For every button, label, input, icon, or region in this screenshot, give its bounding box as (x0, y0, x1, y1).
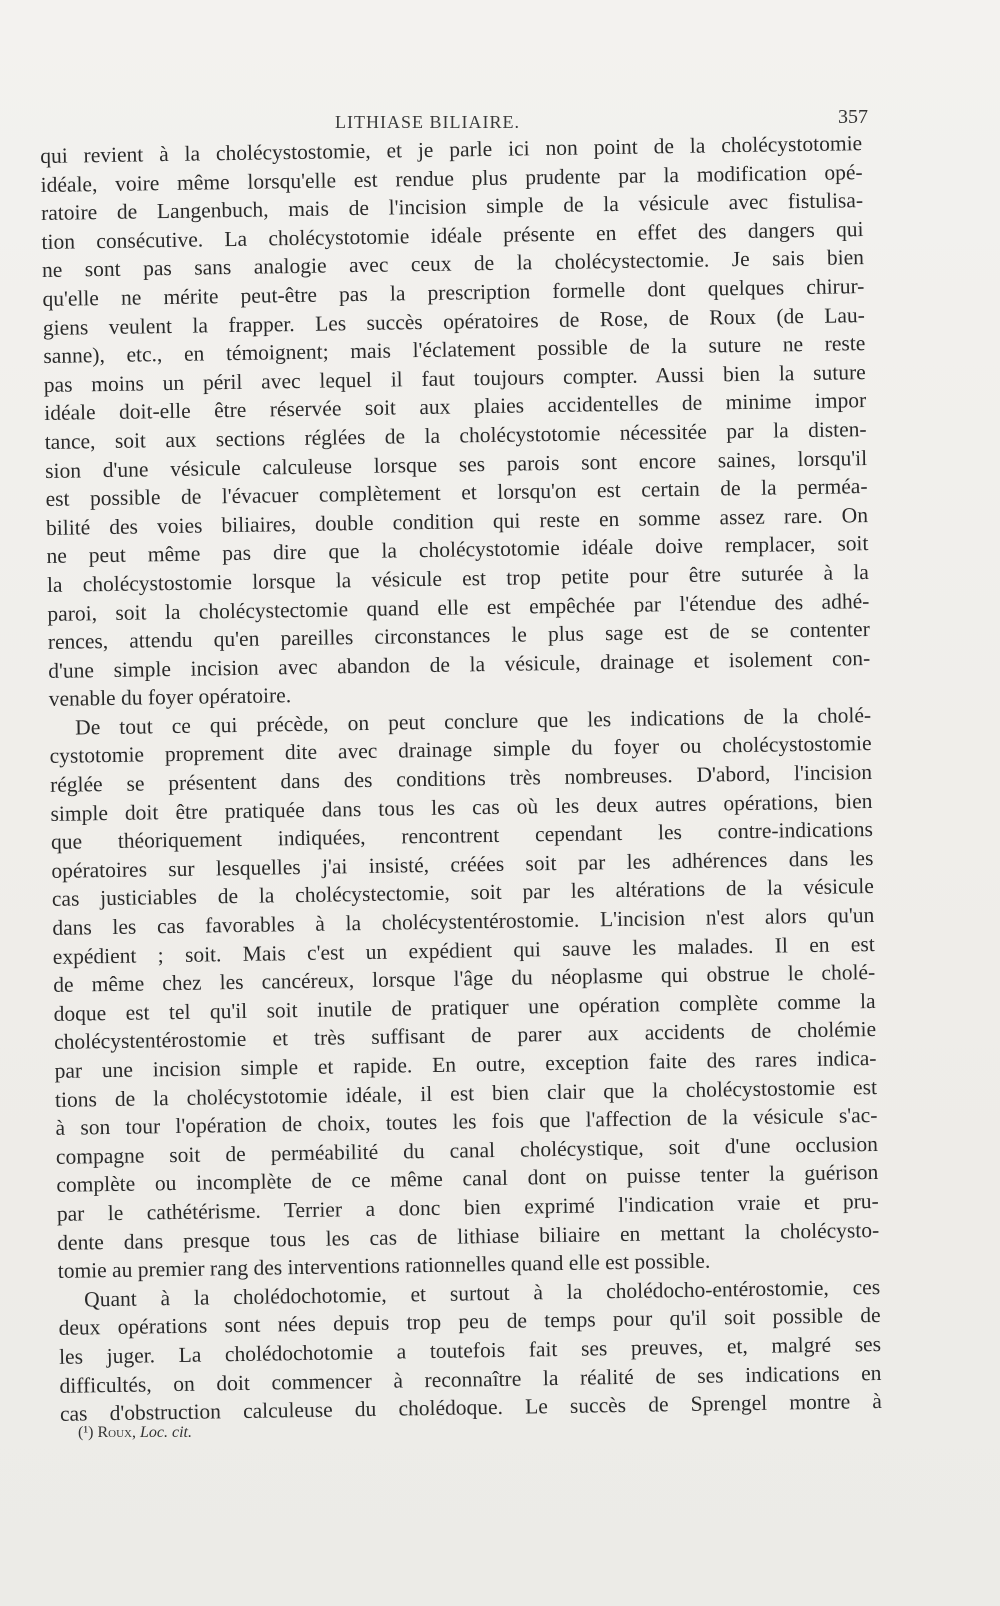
text-line: sanne), etc., en témoignent; mais l'éclatement possible de la suture ne reste (43, 331, 866, 369)
text-line: rences, attendu qu'en pareilles circonstances le plus sage est de se contenter (47, 617, 870, 655)
text-line: tion consécutive. La cholécystotomie idéale présente en effet des dangers qui (41, 216, 864, 254)
text-line: est possible de l'évacuer complètement et lorsqu'on est certain de la perméa- (45, 474, 868, 512)
text-line: tomie au premier rang des interventions rationnelles quand elle est possible. (57, 1248, 711, 1284)
text-line: de même chez les cancéreux, lorsque l'âge du néoplasme qui obstrue le cholé- (53, 960, 876, 998)
text-line: cystotomie proprement dite avec drainage simple du foyer ou cholécystostomie (49, 731, 872, 769)
text-line: par une incision simple et rapide. En outre, exception faite des rares indica- (54, 1045, 877, 1083)
text-line: sion d'une vésicule calculeuse lorsque ses parois sont encore saines, lorsqu'il (44, 445, 868, 483)
text-line: Quant à la cholédochotomie, et surtout à la cholédocho-entérostomie, ces (83, 1274, 881, 1312)
text-line: simple doit être pratiquée dans tous les cas où les deux autres opérations, bien (50, 788, 873, 826)
text-line: d'une simple incision avec abandon de la vésicule, drainage et isolement con- (48, 645, 871, 683)
text-line: idéale doit-elle être réservée soit aux plaies accidentelles de minime impor (44, 388, 867, 426)
text-line: expédient ; soit. Mais c'est un expédient qui sauve les malades. Il en est (52, 931, 875, 969)
text-line: complète ou incomplète de ce même canal dont on puisse tenter la guérison (56, 1160, 879, 1198)
footnote (78, 1424, 192, 1442)
footnote-marker: (¹) (78, 1424, 94, 1441)
page-number: 357 (838, 106, 868, 128)
text-line: doque est tel qu'il soit inutile de pratiquer une opération complète comme la (53, 988, 876, 1026)
text-line: ne sont pas sans analogie avec ceux de la cholécystectomie. Je sais bien (41, 245, 865, 283)
running-title: LITHIASE BILIAIRE. (335, 112, 520, 132)
text-line: qu'elle ne mérite peut-être pas la prescription formelle dont quelques chirur- (42, 274, 865, 311)
text-line: cas d'obstruction calculeuse du cholédoque. Le succès de Sprengel montre à (59, 1389, 883, 1426)
text-line: cholécystentérostomie et très suffisant de parer aux accidents de cholémie (53, 1017, 877, 1055)
footnote-author: Roux, (97, 1424, 136, 1441)
text-line: réglée se présentent dans des conditions très nombreuses. D'abord, l'incision (49, 760, 873, 797)
text-line: les juger. La cholédochotomie a toutefois fait ses preuves, et, malgré ses (58, 1331, 882, 1369)
body-text (40, 129, 882, 1428)
text-line: la cholécystostomie lorsque la vésicule est trop petite pour être suturée à la (46, 559, 870, 597)
text-line: ratoire de Langenbuch, mais de l'incision simple de la vésicule avec fistulisa- (40, 188, 864, 226)
text-line: difficultés, on doit commencer à reconnaître la réalité de ses indications en (59, 1360, 882, 1398)
text-line: par le cathétérisme. Terrier a donc bien exprimé l'indication vraie et pru- (56, 1188, 879, 1226)
text-line: dans les cas favorables à la cholécystentérostomie. L'incision n'est alors qu'un (52, 903, 875, 940)
text-line: venable du foyer opératoire. (48, 683, 292, 712)
text-line: tance, soit aux sections réglées de la cholécystotomie nécessitée par la disten- (44, 416, 867, 454)
text-line: giens veulent la frapper. Les succès opératoires de Rose, de Roux (de Lau- (42, 302, 866, 340)
text-line: tions de la cholécystotomie idéale, il est bien clair que la cholécystostomie est (54, 1074, 878, 1112)
text-line: paroi, soit la cholécystectomie quand elle est empêchée par l'étendue des adhé- (47, 588, 870, 626)
text-line: bilité des voies biliaires, double condition qui reste en somme assez rare. On (45, 502, 869, 540)
text-line: deux opérations sont nées depuis trop peu de temps pour qu'il soit possible de (58, 1303, 881, 1341)
text-line: De tout ce qui précède, on peut conclure que les indications de la cholé- (75, 702, 872, 740)
footnote-reference: Loc. cit. (139, 1424, 192, 1441)
text-line: dente dans presque tous les cas de lithiase biliaire en mettant la cholécysto- (57, 1217, 880, 1255)
text-line: que théoriquement indiquées, rencontrent cependant les contre-indications (50, 817, 874, 855)
text-line: cas justiciables de la cholécystectomie, soit par les altérations de la vésicule (51, 874, 874, 912)
text-line: ne peut même pas dire que la cholécystotomie idéale doive remplacer, soit (46, 531, 869, 569)
text-line: idéale, voire même lorsqu'elle est rendue plus prudente par la modification opé- (40, 159, 863, 197)
text-line: compagne soit de perméabilité du canal cholécystique, soit d'une occlusion (55, 1131, 879, 1169)
text-line: opératoires sur lesquelles j'ai insisté, créées soit par les adhérences dans les (51, 845, 874, 883)
text-line: à son tour l'opération de choix, toutes les fois que l'affection de la vésicule s'ac- (55, 1103, 878, 1141)
text-line: pas moins un péril avec lequel il faut toujours compter. Aussi bien la suture (43, 359, 866, 397)
text-line: qui revient à la cholécystostomie, et je parle ici non point de la cholécystotomie (40, 131, 863, 168)
